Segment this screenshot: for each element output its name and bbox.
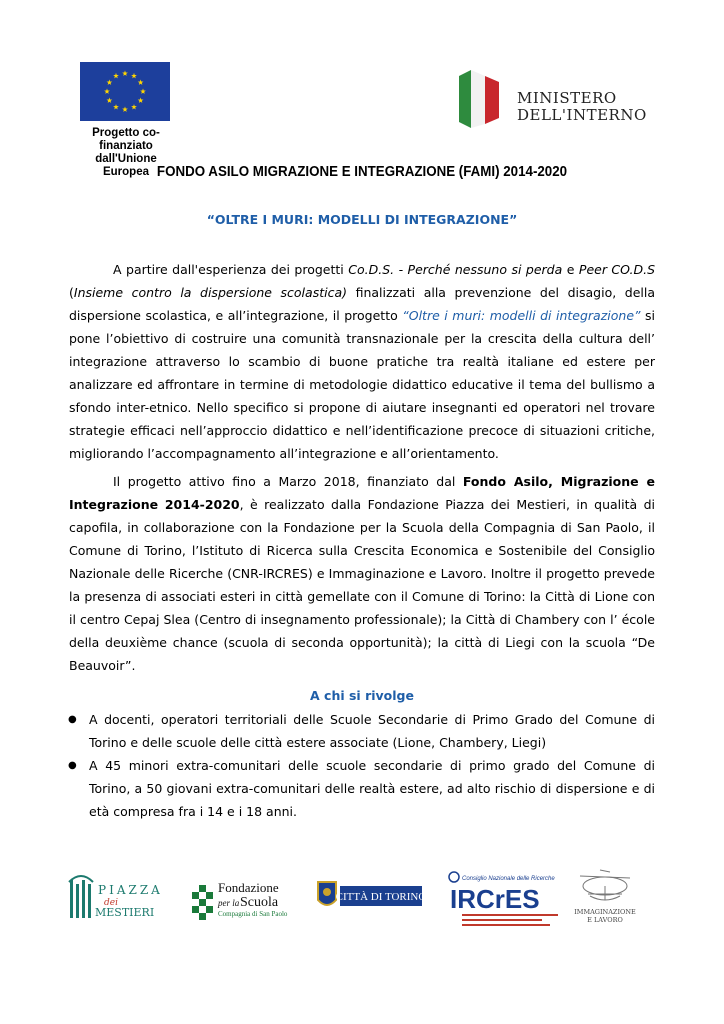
pdm-word-piazza: PIAZZA xyxy=(98,883,163,897)
text-run: Il progetto attivo fino a Marzo 2018, finanziato dal xyxy=(113,474,463,489)
imm-line1: IMMAGINAZIONE xyxy=(574,908,636,916)
fondazione-per-la-scuola-logo xyxy=(192,880,292,920)
project-subtitle: “OLTRE I MURI: MODELLI DI INTEGRAZIONE” xyxy=(206,212,518,227)
piazza-dei-mestieri-logo xyxy=(68,874,168,922)
text-run: e xyxy=(562,262,579,277)
fund-name: Fondo Asilo, Migrazione e Integrazione 2014-2020 xyxy=(69,474,655,512)
list-item: ● A 45 minori extra-comunitari delle scuole secondarie di primo grado del Comune di Torino, a 50 giovani extra-comunitari delle realtà estere, ad alto rischio di dispersione e di età compresa fra i 14 e i 18 anni. xyxy=(69,754,655,823)
intro-paragraph xyxy=(69,258,655,465)
fps-word-compagnia: Compagnia di San Paolo xyxy=(218,910,288,918)
text-run: finalizzati alla prevenzione del disagio, della dispersione scolastica, e all’integrazione, il progetto xyxy=(69,285,655,323)
project-title-highlight: “Oltre i muri: modelli di integrazione” xyxy=(402,308,641,323)
bullet-icon: ● xyxy=(68,714,77,725)
target-list xyxy=(69,708,655,823)
document-title: FONDO ASILO MIGRAZIONE E INTEGRAZIONE (FAMI) 2014-2020 xyxy=(156,164,568,180)
text-run: ( xyxy=(69,285,74,300)
eu-cofinanced-caption: Progetto co-finanziato dall'Unione Europea xyxy=(92,127,160,178)
fps-word-per-la: per la xyxy=(218,898,240,908)
section-title-target: A chi si rivolge xyxy=(310,688,414,703)
immaginazione-e-lavoro-logo xyxy=(570,866,640,926)
helicopter-sketch-icon xyxy=(580,870,630,900)
text-run: si pone l’obiettivo di costruire una comunità transnazionale per la crescita della cultura dell’ integrazione attraverso lo scambio di buone pratiche tra realtà italiane ed estere per analizzare ed affrontare in termine di metodologie didattico educative il tema del bullismo a sfondo inter-etnico. Nello specifico si propone di aiutare insegnanti ed operatori nel trovare strategie efficaci nell’approccio didattico e nell’identificazione precoce di situazioni critiche, migliorando l’accompagnamento all’integrazione e all’orientamento. xyxy=(69,308,655,461)
project-description: Insieme contro la dispersione scolastica) xyxy=(73,285,347,300)
citta-di-torino-logo xyxy=(315,878,425,914)
eu-flag-icon xyxy=(80,62,170,121)
arch-icon xyxy=(69,876,93,918)
text-run: , è realizzato dalla Fondazione Piazza dei Mestieri, in qualità di capofila, in collaborazione con la Fondazione per la Scuola della Compagnia di San Paolo, il Comune di Torino, l’Istituto di Ricerca sulla Crescita Economica e Sostenibile del Consiglio Nazionale delle Ricerche (CNR-IRCRES) e Immaginazione e Lavoro. Inoltre il progetto prevede la presenza di associati esteri in città gemellate con il Comune di Torino: la Città di Lione con il centro Cepaj Slea (Centro di insegnamento professionale); la Città di Chambery con l’ école della deuxième chance (scuola di seconda opportunità); la città di Liegi con la scuola “De Beauvoir”. xyxy=(69,497,655,673)
ircres-logo xyxy=(448,870,560,930)
ministry-name: MINISTERO DELL'INTERNO xyxy=(517,89,647,124)
funding-paragraph xyxy=(69,470,655,677)
ircres-cnr-caption: Consiglio Nazionale delle Ricerche xyxy=(462,876,555,882)
cdt-wordmark: CITTÀ DI TORINO xyxy=(335,891,425,903)
italian-flag-emblem-icon xyxy=(455,68,515,130)
cnr-emblem-icon xyxy=(449,872,459,882)
bullet-icon: ● xyxy=(68,760,77,771)
ministero-interno-logo xyxy=(455,68,655,130)
fps-word-fondazione: Fondazione xyxy=(218,880,279,895)
project-name-peer-cods: Peer CO.D.S xyxy=(578,262,655,277)
list-item: ● A docenti, operatori territoriali delle Scuole Secondarie di Primo Grado del Comune di Torino e delle scuole delle città estere associate (Lione, Chambery, Liegi) xyxy=(69,708,655,754)
ircres-wordmark: IRCrES xyxy=(450,884,540,914)
eu-logo xyxy=(80,62,172,179)
project-name-cods: Co.D.S. - Perché nessuno si perda xyxy=(348,262,563,277)
text-run: A partire dall'esperienza dei progetti xyxy=(113,262,349,277)
fps-word-scuola: Scuola xyxy=(240,895,279,910)
cross-squares-icon xyxy=(192,885,213,920)
imm-line2: E LAVORO xyxy=(587,916,623,924)
pdm-word-mestieri: MESTIERI xyxy=(95,906,155,919)
pdm-word-dei: dei xyxy=(104,898,118,908)
